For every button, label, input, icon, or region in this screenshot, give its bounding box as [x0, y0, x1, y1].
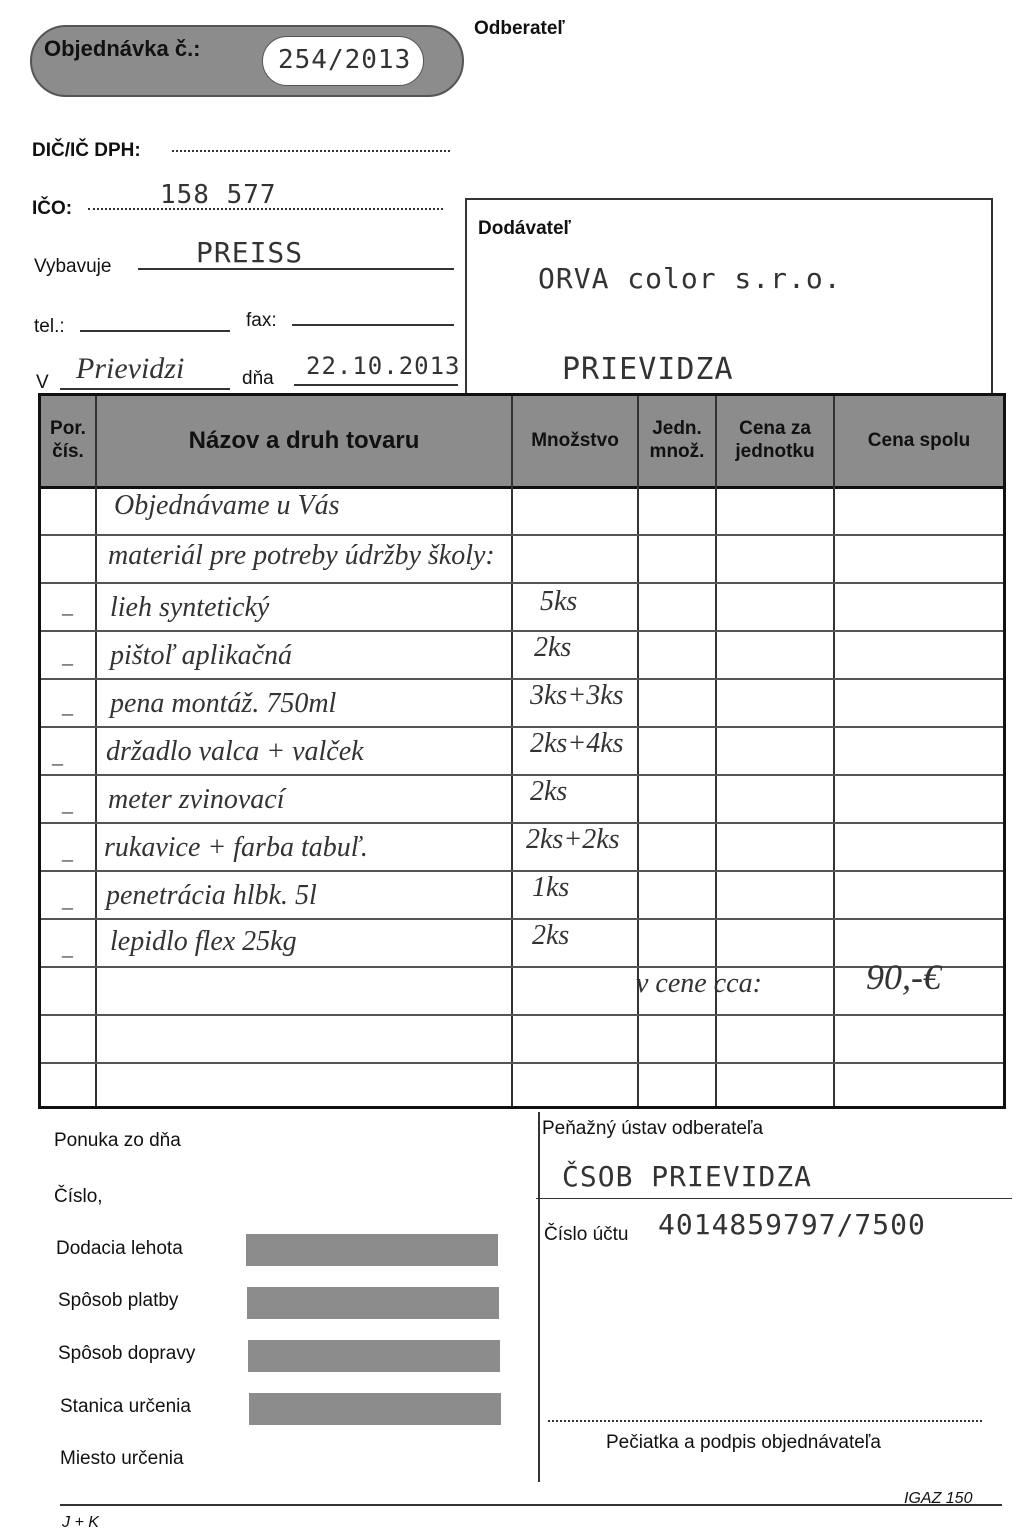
date-label: dňa [242, 368, 274, 389]
row-divider [41, 1062, 1003, 1064]
item-qty: 2ks [534, 632, 572, 663]
dic-field [172, 150, 450, 152]
supplier-label: Dodávateľ [478, 218, 571, 239]
row-dash: – [62, 600, 73, 625]
row-dash: – [62, 846, 73, 871]
fax-field [292, 324, 454, 326]
footer-line [60, 1504, 1002, 1506]
row-divider [41, 822, 1003, 824]
col-header-name: Názov a druh tovaru [188, 426, 420, 454]
dic-label: DIČ/IČ DPH: [32, 140, 141, 161]
payment-field [247, 1287, 499, 1319]
col-divider [95, 396, 97, 1106]
row-divider [41, 774, 1003, 776]
row-divider [41, 870, 1003, 872]
item-qty: 2ks [532, 920, 570, 951]
row-dash: – [62, 650, 73, 675]
row-dash: – [62, 700, 73, 725]
number-label: Číslo, [54, 1186, 103, 1207]
destination-label: Miesto určenia [60, 1448, 184, 1469]
account-label: Číslo účtu [544, 1224, 629, 1245]
total-note: v cene cca: [636, 968, 762, 999]
item-name: rukavice + farba tabuľ. [104, 832, 368, 863]
fax-label: fax: [246, 310, 277, 331]
signature-line [548, 1420, 982, 1422]
row-dash: – [62, 942, 73, 967]
payment-label: Spôsob platby [58, 1290, 179, 1311]
row-divider [41, 582, 1003, 584]
bottom-divider [538, 1112, 540, 1482]
form-code: IGAZ 150 [904, 1490, 973, 1507]
account-value: 4014859797/7500 [658, 1208, 926, 1241]
item-name: pena montáž. 750ml [110, 688, 337, 719]
total-value: 90,-€ [866, 957, 941, 997]
item-name: lieh syntetický [110, 592, 270, 623]
col-header-unit: Jedn. množ. [649, 418, 705, 462]
intro-line-1: Objednávame u Vás [114, 490, 340, 521]
place-field [60, 388, 230, 390]
col-header-unit-price: Cena za jednotku [735, 418, 815, 462]
delivery-field [246, 1234, 498, 1266]
station-label: Stanica určenia [60, 1396, 191, 1417]
ico-label: IČO: [32, 198, 73, 219]
ico-value: 158 577 [160, 180, 277, 210]
item-qty: 2ks [530, 776, 568, 807]
footer-left: J + K [62, 1514, 99, 1531]
row-divider [41, 1014, 1003, 1016]
buyer-label: Odberateľ [474, 18, 565, 39]
item-qty: 2ks+4ks [530, 728, 624, 759]
col-header-qty: Množstvo [531, 429, 619, 451]
bank-underline [536, 1198, 1012, 1199]
row-divider [41, 630, 1003, 632]
row-dash: – [62, 894, 73, 919]
supplier-city: PRIEVIDZA [562, 352, 734, 387]
place-value: Prievidzi [76, 352, 185, 385]
col-divider [511, 396, 513, 1106]
tel-label: tel.: [34, 316, 65, 337]
item-name: držadlo valca + valček [106, 736, 364, 767]
item-name: penetrácia hlbk. 5l [106, 880, 317, 911]
intro-line-2: materiál pre potreby údržby školy: [108, 540, 495, 571]
supplier-name: ORVA color s.r.o. [538, 262, 842, 295]
item-name: lepidlo flex 25kg [110, 926, 297, 957]
col-header-num: Por. čís. [50, 418, 86, 462]
item-name: meter zvinovací [108, 784, 285, 815]
stamp-label: Pečiatka a podpis objednávateľa [606, 1432, 881, 1453]
item-qty: 5ks [540, 586, 578, 617]
col-header-total: Cena spolu [867, 429, 971, 451]
place-prefix: V [36, 372, 49, 393]
row-divider [41, 726, 1003, 728]
item-name: pištoľ aplikačná [110, 640, 293, 671]
row-divider [41, 966, 1003, 968]
station-field [249, 1393, 501, 1425]
row-divider [41, 918, 1003, 920]
order-title: Objednávka č.: [44, 36, 201, 61]
date-field [294, 384, 458, 386]
item-qty: 1ks [532, 872, 570, 903]
col-divider [833, 396, 835, 1106]
offer-label: Ponuka zo dňa [54, 1130, 181, 1151]
delivery-label: Dodacia lehota [56, 1238, 183, 1259]
transport-field [248, 1340, 500, 1372]
date-value: 22.10.2013 [306, 352, 461, 380]
bank-name: ČSOB PRIEVIDZA [562, 1160, 813, 1193]
order-number: 254/2013 [278, 45, 412, 75]
item-qty: 2ks+2ks [526, 824, 620, 855]
bank-label: Peňažný ústav odberateľa [542, 1118, 764, 1139]
row-divider [41, 678, 1003, 680]
handled-by-label: Vybavuje [34, 256, 112, 277]
tel-field [80, 330, 230, 332]
row-dash: – [62, 798, 73, 823]
handled-by-value: PREISS [196, 236, 304, 269]
row-divider [41, 534, 1003, 536]
item-qty: 3ks+3ks [530, 680, 624, 711]
row-dash: – [52, 750, 63, 775]
transport-label: Spôsob dopravy [58, 1343, 196, 1364]
